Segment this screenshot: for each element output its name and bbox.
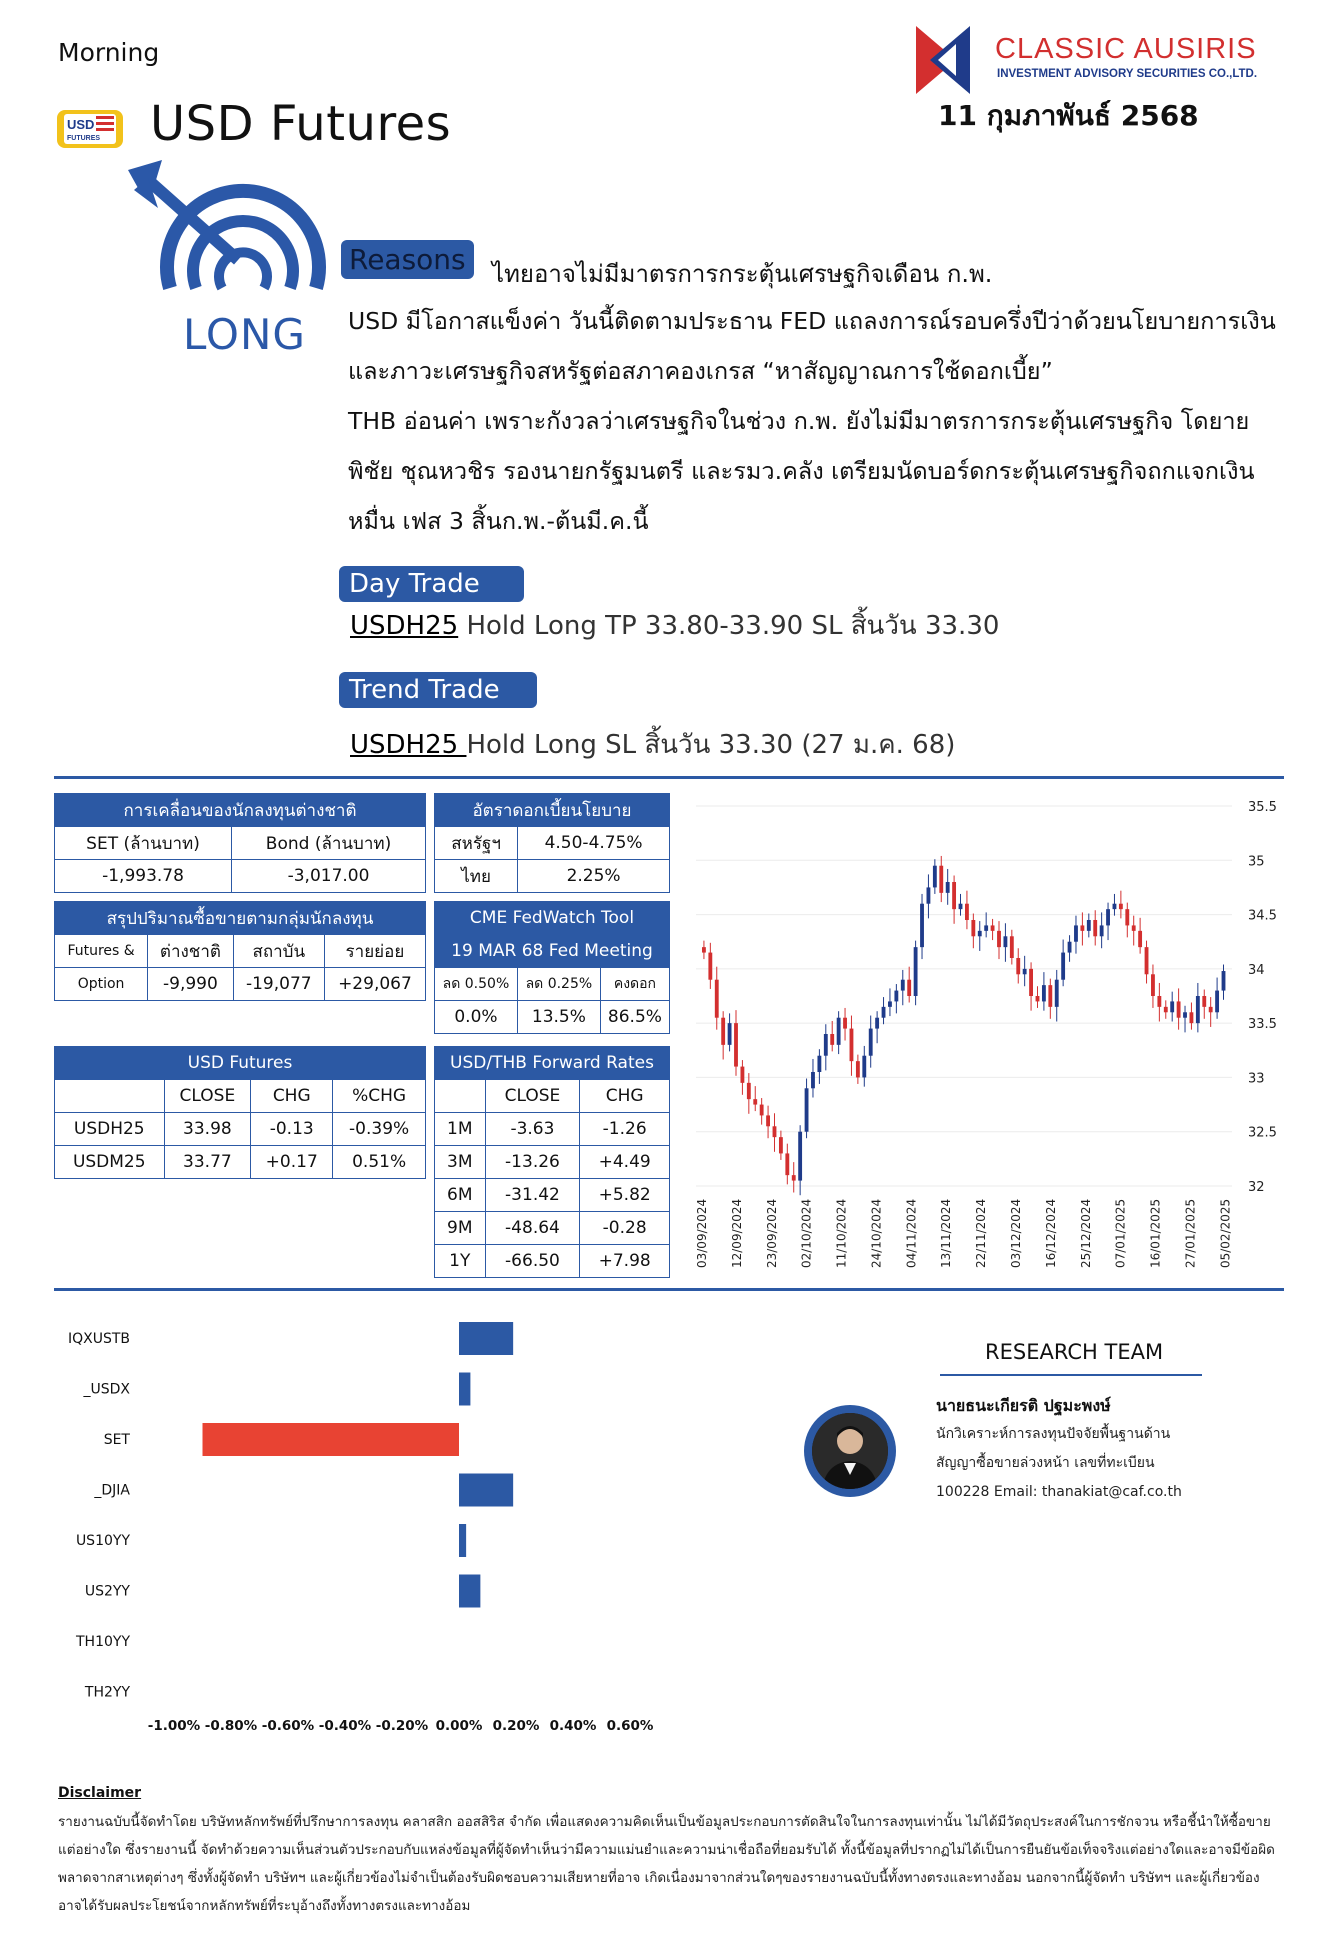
candle-body: [1010, 936, 1014, 958]
x-tick-label: 0.00%: [435, 1718, 483, 1734]
fedwatch-meeting: 19 MAR 68 Fed Meeting: [435, 935, 670, 968]
futures-chg: +0.17: [251, 1146, 333, 1179]
investor-header: ต่างชาติ: [148, 935, 234, 968]
x-tick-label: 23/09/2024: [764, 1198, 779, 1268]
day-trade-line: [350, 605, 999, 646]
investor-value: -19,077: [233, 968, 324, 1001]
x-tick-label: -1.00%: [147, 1718, 201, 1734]
analyst-name: นายธนะเกียรติ ปฐมะพงษ์: [936, 1396, 1111, 1415]
y-tick-label: 32: [1248, 1180, 1265, 1195]
trend-trade-chip: Trend Trade: [339, 672, 537, 708]
candle-body: [747, 1083, 751, 1099]
candle-body: [843, 1018, 847, 1029]
candle-body: [740, 1067, 744, 1083]
forward-rates-table: [434, 1046, 670, 1278]
investor-row-label: Futures &: [55, 935, 148, 968]
report-date: 11 กุมภาพันธ์ 2568: [938, 99, 1199, 132]
forward-chg: +7.98: [580, 1245, 670, 1278]
person-icon: [812, 1413, 888, 1489]
x-tick-label: 13/11/2024: [939, 1198, 954, 1268]
y-tick-label: 35.5: [1248, 800, 1277, 815]
forward-tenor: 3M: [435, 1146, 486, 1179]
reasons-headline: ไทยอาจไม่มีมาตรการกระตุ้นเศรษฐกิจเดือน ก.พ.: [492, 260, 993, 288]
forward-close: -13.26: [485, 1146, 580, 1179]
bar-category-label: US2YY: [84, 1583, 130, 1600]
candle-body: [1196, 996, 1200, 1023]
candle-body: [1209, 1007, 1213, 1012]
bar-category-label: IQXUSTB: [67, 1331, 130, 1347]
futures-pct: 0.51%: [333, 1146, 426, 1179]
x-tick-label: 05/02/2025: [1218, 1198, 1233, 1268]
policy-rate-table: [434, 793, 670, 893]
x-tick-label: 24/10/2024: [869, 1198, 884, 1268]
fedwatch-value: 0.0%: [435, 1001, 518, 1034]
usd-futures-header: CLOSE: [164, 1080, 251, 1113]
candle-body: [1138, 931, 1142, 947]
forward-close: -3.63: [485, 1113, 580, 1146]
forward-close: -31.42: [485, 1179, 580, 1212]
trend-trade-symbol: USDH25: [350, 730, 467, 760]
usd-futures-header: CHG: [251, 1080, 333, 1113]
candle-body: [760, 1105, 764, 1116]
reasons-chip: Reasons: [341, 240, 474, 279]
candle-body: [991, 925, 995, 930]
candle-body: [984, 925, 988, 930]
foreign-flow-table: [54, 793, 426, 893]
fedwatch-title: CME FedWatch Tool: [435, 902, 670, 935]
forward-tenor: 1M: [435, 1113, 486, 1146]
candle-body: [1132, 925, 1136, 930]
research-team-title: RESEARCH TEAM: [985, 1340, 1164, 1364]
candle-body: [1100, 925, 1104, 936]
brand-name: CLASSIC AUSIRIS: [995, 33, 1257, 65]
bar-category-label: TH2YY: [84, 1684, 130, 1701]
policy-rate-value: 2.25%: [518, 860, 670, 893]
bar: [459, 1322, 513, 1355]
candle-body: [805, 1088, 809, 1131]
candle-body: [1023, 969, 1027, 974]
usd-paragraph: USD มีโอกาสแข็งค่า วันนี้ติดตามประธาน FED แถลงการณ์รอบครึ่งปีว่าด้วยนโยบายการเงินและภาวะเศรษฐกิจสหรัฐต่อสภาคองเกรส “หาสัญญาณการใช้ดอกเบี้ย”: [348, 307, 1276, 385]
candle-body: [1145, 947, 1149, 974]
y-tick-label: 32.5: [1248, 1125, 1277, 1141]
forward-tenor: 6M: [435, 1179, 486, 1212]
candle-body: [708, 953, 712, 980]
candle-body: [869, 1029, 873, 1056]
analyst-role-1: นักวิเคราะห์การลงทุนปัจจัยพื้นฐานด้าน: [936, 1426, 1171, 1442]
bar-category-label: _USDX: [83, 1381, 130, 1398]
fedwatch-header: ลด 0.50%: [435, 968, 518, 1001]
target-icon: [128, 160, 328, 300]
candle-body: [952, 882, 956, 909]
candle-body: [1170, 1001, 1174, 1012]
candle-body: [939, 866, 943, 893]
x-tick-label: 16/12/2024: [1043, 1198, 1058, 1268]
usd-futures-logo: [56, 108, 124, 152]
x-tick-label: 0.20%: [492, 1718, 540, 1734]
forward-header: CLOSE: [485, 1080, 580, 1113]
candle-body: [862, 1056, 866, 1078]
bar: [459, 1524, 466, 1557]
signal-label: LONG: [183, 310, 306, 359]
candle-body: [817, 1056, 821, 1072]
foreign-flow-col1: SET (ล้านบาท): [55, 827, 232, 860]
candle-body: [702, 947, 706, 952]
forward-chg: -1.26: [580, 1113, 670, 1146]
futures-chg: -0.13: [251, 1113, 333, 1146]
investor-summary-title: สรุปปริมาณซื้อขายตามกลุ่มนักลงทุน: [55, 902, 426, 935]
candle-body: [798, 1132, 802, 1181]
trend-trade-text: Hold Long SL สิ้นวัน 33.30 (27 ม.ค. 68): [466, 730, 956, 760]
candle-body: [1048, 985, 1052, 1007]
futures-close: 33.98: [164, 1113, 251, 1146]
divider-middle: [54, 1288, 1284, 1291]
candle-body: [811, 1072, 815, 1088]
thb-paragraph: THB อ่อนค่า เพราะกังวลว่าเศรษฐกิจในช่วง ก.พ. ยังไม่มีมาตรการกระตุ้นเศรษฐกิจ โดยายพิชัย ชุณหวชิร รองนายกรัฐมนตรี และรมว.คลัง เตรียมนัดบอร์ดกระตุ้นเศรษฐกิจถกแจกเงินหมื่น เฟส 3 สิ้นก.พ.-ต้นมี.ค.นี้: [348, 407, 1255, 535]
fedwatch-header: ลด 0.25%: [517, 968, 600, 1001]
x-tick-label: 27/01/2025: [1183, 1198, 1198, 1268]
x-tick-label: -0.40%: [318, 1718, 372, 1734]
day-trade-symbol: USDH25: [350, 611, 459, 641]
candle-body: [824, 1034, 828, 1056]
day-trade-chip: Day Trade: [339, 566, 524, 602]
candle-body: [1036, 996, 1040, 1001]
candle-body: [1183, 1012, 1187, 1017]
bar: [203, 1423, 460, 1456]
x-tick-label: 22/11/2024: [974, 1198, 989, 1268]
investor-value: +29,067: [324, 968, 425, 1001]
day-trade-text: Hold Long TP 33.80-33.90 SL สิ้นวัน 33.30: [458, 611, 1000, 641]
foreign-flow-val2: -3,017.00: [232, 860, 426, 893]
candle-body: [1119, 904, 1123, 909]
candle-body: [965, 904, 969, 920]
candle-body: [875, 1018, 879, 1029]
analyst-photo: [812, 1413, 888, 1489]
candle-body: [779, 1137, 783, 1153]
candle-body: [721, 1018, 725, 1045]
candle-body: [978, 931, 982, 936]
forward-header: [435, 1080, 486, 1113]
candle-body: [1164, 1007, 1168, 1012]
bar-category-label: TH10YY: [76, 1634, 130, 1650]
forward-close: -48.64: [485, 1212, 580, 1245]
policy-rate-label: ไทย: [435, 860, 518, 893]
forward-tenor: 1Y: [435, 1245, 486, 1278]
bar: [459, 1575, 480, 1608]
svg-text:USD: USD: [67, 117, 95, 132]
foreign-flow-title: การเคลื่อนของนักลงทุนต่างชาติ: [55, 794, 426, 827]
candle-body: [753, 1099, 757, 1104]
y-tick-label: 34.5: [1248, 908, 1277, 924]
research-underline: [940, 1374, 1202, 1376]
candle-body: [1125, 909, 1129, 925]
x-tick-label: 12/09/2024: [729, 1198, 744, 1268]
candle-body: [1074, 925, 1078, 941]
usdthb-candlestick-chart: [684, 788, 1284, 1278]
usd-futures-header: [55, 1080, 165, 1113]
candle-body: [1106, 909, 1110, 925]
candle-body: [1080, 925, 1084, 930]
candle-body: [959, 904, 963, 909]
candle-body: [1202, 996, 1206, 1007]
investor-header: สถาบัน: [233, 935, 324, 968]
futures-pct: -0.39%: [333, 1113, 426, 1146]
forward-tenor: 9M: [435, 1212, 486, 1245]
y-tick-label: 33: [1248, 1071, 1265, 1087]
candle-body: [894, 991, 898, 1002]
investor-summary-table: [54, 901, 426, 1001]
usd-futures-header: %CHG: [333, 1080, 426, 1113]
candle-body: [785, 1153, 789, 1175]
candle-body: [1016, 958, 1020, 974]
bar-category-label: US10YY: [75, 1533, 130, 1549]
analyst-contact: 100228 Email: thanakiat@caf.co.th: [936, 1484, 1182, 1500]
bar: [459, 1373, 470, 1406]
candle-body: [888, 1001, 892, 1006]
x-tick-label: -0.20%: [375, 1718, 429, 1734]
x-tick-label: 16/01/2025: [1148, 1198, 1163, 1268]
disclaimer-text: รายงานฉบับนี้จัดทำโดย บริษัทหลักทรัพย์ที่ปรึกษาการลงทุน คลาสสิก ออสสิริส จำกัด เพื่อแสดงความคิดเห็นเป็นข้อมูลประกอบการตัดสินใจในการลงทุนเท่านั้น ไม่ได้มีวัตถุประสงค์ในการชักจวน หรือชี้นำให้ซื้อขายแต่อย่างใด ซึ่งรายงานนี้ จัดทำด้วยความเห็นส่วนตัวประกอบกับแหล่งข้อมูลที่ผู้จัดทำเห็นว่ามีความแม่นยำและความน่าเชื่อถือที่ยอมรับได้ ทั้งนี้ข้อมูลที่ปรากฏไม่ได้เป็นการยืนยันข้อเท็จจริงแต่อย่างใดและอาจมีข้อผิดพลาดจากสาเหตุต่างๆ ซึ่งทั้งผู้จัดทำ บริษัทฯ และผู้เกี่ยวข้องไม่จำเป็นต้องรับผิดชอบความเสียหายที่อาจ เกิดเนื่องมาจากส่วนใดๆของรายงานฉบับนี้ทั้งทางตรงและทางอ้อม นอกจากนี้ผู้จัดทำ บริษัทฯ และผู้เกี่ยวข้อง อาจได้รับผลประโยชน์จากหลักทรัพย์ที่ระบุอ้างถึงทั้งทางตรงและทางอ้อม: [58, 1814, 1275, 1914]
investor-header: รายย่อย: [324, 935, 425, 968]
x-tick-label: 07/01/2025: [1113, 1198, 1128, 1268]
page-title: USD Futures: [150, 96, 452, 152]
candle-body: [997, 931, 1001, 947]
trend-trade-line: [350, 724, 955, 765]
candle-body: [1042, 985, 1046, 1001]
y-tick-label: 34: [1248, 962, 1265, 978]
forward-header: CHG: [580, 1080, 670, 1113]
fedwatch-table: [434, 901, 670, 1034]
candle-body: [1003, 936, 1007, 947]
policy-rate-label: สหรัฐฯ: [435, 827, 518, 860]
candle-body: [1157, 996, 1161, 1007]
x-tick-label: 02/10/2024: [799, 1198, 814, 1268]
futures-symbol: USDM25: [55, 1146, 165, 1179]
futures-symbol: USDH25: [55, 1113, 165, 1146]
x-tick-label: 11/10/2024: [834, 1198, 849, 1268]
fedwatch-value: 13.5%: [517, 1001, 600, 1034]
candle-body: [971, 920, 975, 936]
x-tick-label: -0.80%: [204, 1718, 258, 1734]
forward-chg: +5.82: [580, 1179, 670, 1212]
candle-body: [1190, 1012, 1194, 1023]
candle-body: [914, 947, 918, 996]
investor-value: -9,990: [148, 968, 234, 1001]
session-label: Morning: [58, 38, 160, 67]
candle-body: [933, 866, 937, 888]
x-tick-label: -0.60%: [261, 1718, 315, 1734]
candle-body: [1087, 920, 1091, 931]
candle-body: [856, 1061, 860, 1077]
divider-top: [54, 776, 1284, 779]
candle-body: [792, 1175, 796, 1180]
foreign-flow-val1: -1,993.78: [55, 860, 232, 893]
fedwatch-header: คงดอก: [600, 968, 669, 1001]
candle-body: [1061, 953, 1065, 980]
forward-rates-title: USD/THB Forward Rates: [435, 1047, 670, 1080]
svg-text:FUTURES: FUTURES: [67, 135, 101, 142]
x-tick-label: 03/12/2024: [1009, 1198, 1024, 1268]
candle-body: [1151, 974, 1155, 996]
candle-body: [773, 1126, 777, 1137]
y-tick-label: 33.5: [1248, 1017, 1277, 1033]
candle-body: [1222, 971, 1226, 991]
usd-futures-table: [54, 1046, 426, 1179]
disclaimer-title: Disclaimer: [58, 1785, 142, 1801]
candle-body: [728, 1023, 732, 1045]
candle-body: [837, 1018, 841, 1045]
y-tick-label: 35: [1248, 854, 1265, 870]
analyst-role-2: สัญญาซื้อขายล่วงหน้า เลขที่ทะเบียน: [936, 1455, 1155, 1471]
forward-close: -66.50: [485, 1245, 580, 1278]
investor-row-label: Option: [55, 968, 148, 1001]
x-tick-label: 03/09/2024: [695, 1198, 709, 1268]
usd-futures-title: USD Futures: [55, 1047, 426, 1080]
bar-category-label: SET: [103, 1432, 130, 1448]
candle-body: [715, 980, 719, 1018]
candle-body: [766, 1115, 770, 1126]
candle-body: [1068, 942, 1072, 953]
candle-body: [1055, 980, 1059, 1007]
policy-rate-title: อัตราดอกเบี้ยนโยบาย: [435, 794, 670, 827]
futures-close: 33.77: [164, 1146, 251, 1179]
candle-body: [1029, 969, 1033, 996]
candle-body: [907, 980, 911, 996]
x-tick-label: 0.40%: [549, 1718, 597, 1734]
fedwatch-value: 86.5%: [600, 1001, 669, 1034]
candle-body: [1093, 920, 1097, 936]
candle-body: [946, 882, 950, 893]
candle-body: [1177, 1001, 1181, 1017]
forward-chg: -0.28: [580, 1212, 670, 1245]
forward-chg: +4.49: [580, 1146, 670, 1179]
candle-body: [1113, 904, 1117, 909]
brand-subtitle: INVESTMENT ADVISORY SECURITIES CO.,LTD.: [997, 68, 1258, 80]
foreign-flow-col2: Bond (ล้านบาท): [232, 827, 426, 860]
bar-category-label: _DJIA: [94, 1482, 130, 1499]
candle-body: [850, 1029, 854, 1062]
policy-rate-value: 4.50-4.75%: [518, 827, 670, 860]
x-tick-label: 04/11/2024: [904, 1198, 919, 1268]
candle-body: [901, 980, 905, 991]
x-tick-label: 25/12/2024: [1078, 1198, 1093, 1268]
market-change-bar-chart: [44, 1300, 804, 1770]
candle-body: [1215, 991, 1219, 1013]
candle-body: [830, 1034, 834, 1045]
analyst-info: [936, 1420, 1266, 1507]
bar: [459, 1474, 513, 1507]
candle-body: [920, 904, 924, 947]
candle-body: [734, 1023, 738, 1066]
x-tick-label: 0.60%: [606, 1718, 654, 1734]
candle-body: [927, 887, 931, 903]
candle-body: [882, 1007, 886, 1018]
